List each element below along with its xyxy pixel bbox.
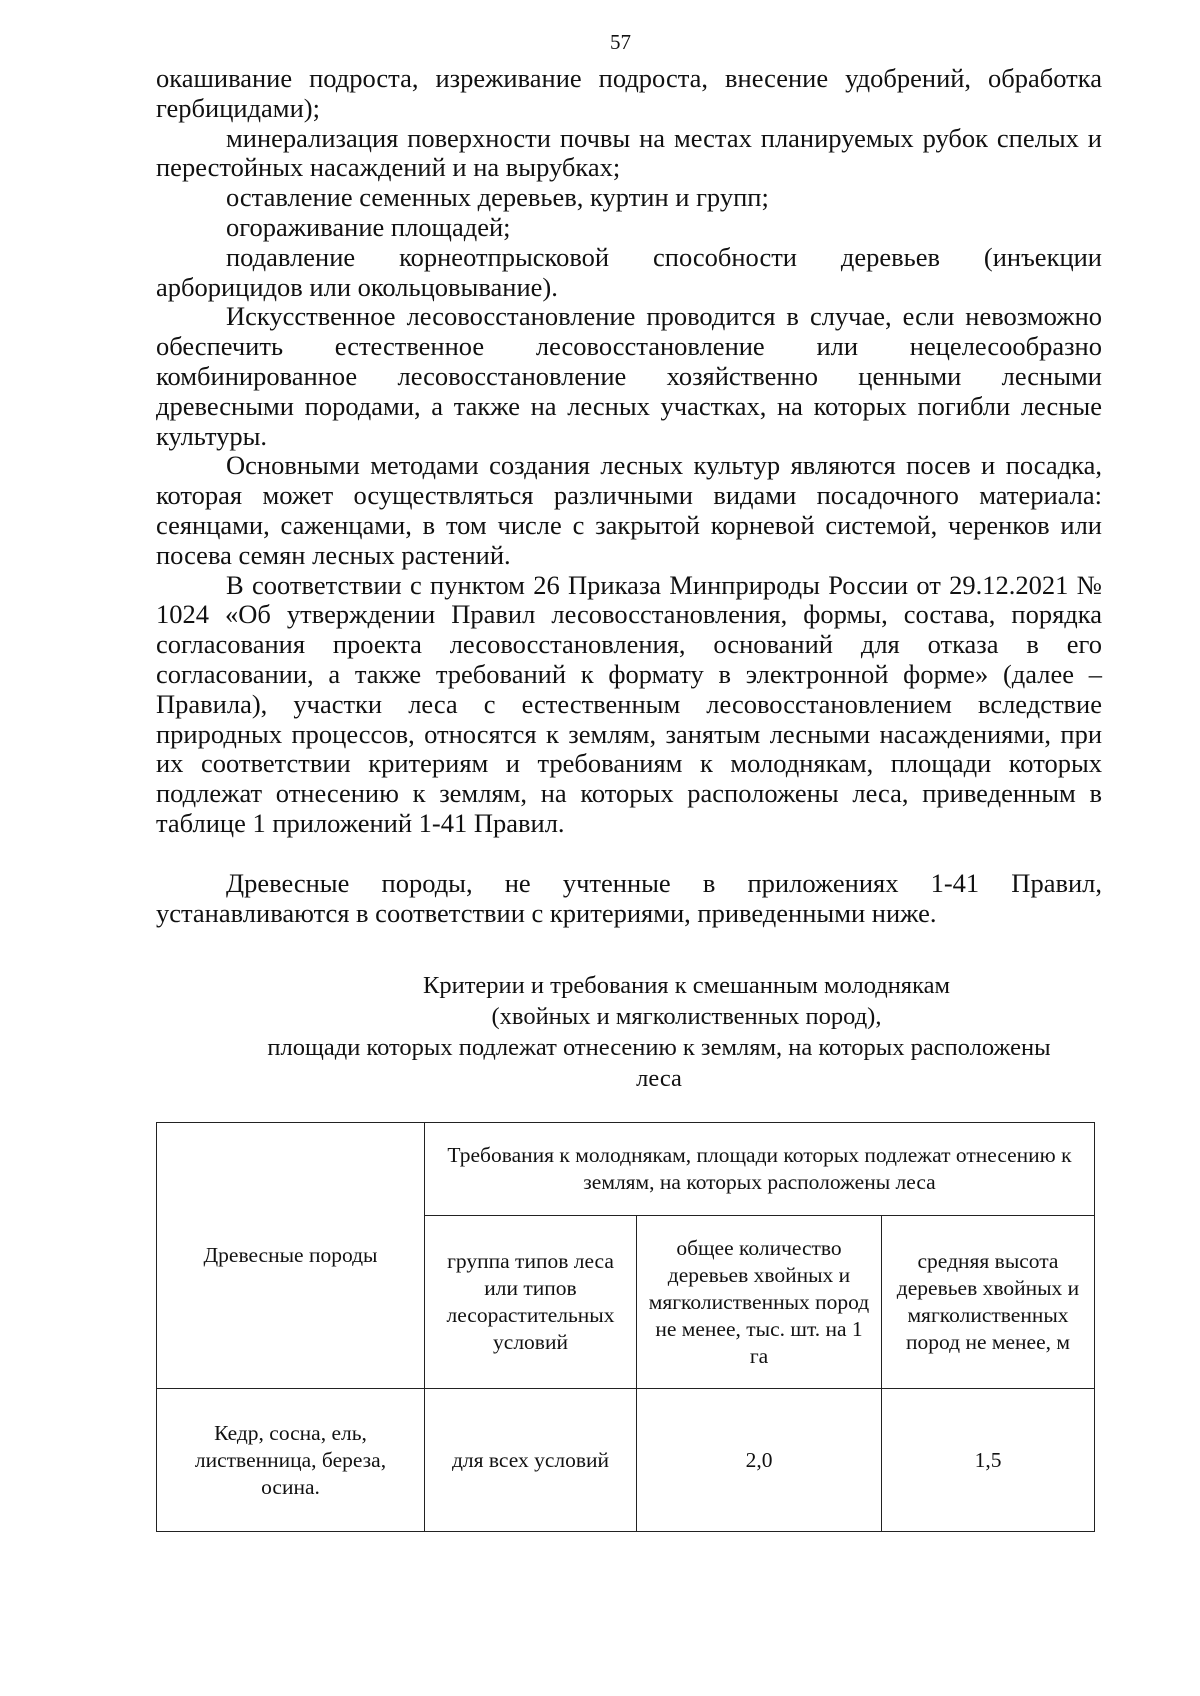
paragraph: окашивание подроста, изреживание подроста, внесение удобрений, обработка гербицидами); xyxy=(156,63,1102,123)
paragraph: подавление корнеотпрысковой способности деревьев (инъекции арборицидов или окольцовывание). xyxy=(156,241,1102,302)
caption-line: площади которых подлежат отнесению к землям, на которых расположены xyxy=(267,1034,1051,1061)
group-cell: для всех условий xyxy=(425,1389,637,1532)
group-header: группа типов леса или типов лесорастительных условий xyxy=(425,1216,637,1389)
paragraph: минерализация поверхности почвы на местах планируемых рубок спелых и перестойных насаждений и на вырубках; xyxy=(156,122,1102,183)
body-text xyxy=(156,64,1102,928)
species-header: Древесные породы xyxy=(157,1123,425,1389)
table-row xyxy=(157,1389,1095,1532)
page-number: 57 xyxy=(610,30,631,54)
count-header: общее количество деревьев хвойных и мягколиственных пород не менее, тыс. шт. на 1 га xyxy=(637,1216,882,1389)
paragraph: Основными методами создания лесных культур являются посев и посадка, которая может осуществляться различными видами посадочного материала: сеянцами, саженцами, в том числе с закрытой корневой системой, черенков или посева семян лесных растений. xyxy=(156,450,1102,570)
paragraph: В соответствии с пунктом 26 Приказа Минприроды России от 29.12.2021 № 1024 «Об утверждении Правил лесовосстановления, формы, состава, порядка согласования проекта лесовосстановления, оснований для отказа в его согласовании, а также требований к формату в электронной форме» (далее – Правила), участки леса с естественным лесовосстановлением вследствие природных процессов, относятся к землям, занятым лесными насаждениями, при их соответствии критериям и требованиям к молоднякам, площади которых подлежат отнесению к землям, на которых расположены леса, приведенным в таблице 1 приложений 1-41 Правил. xyxy=(156,569,1102,838)
table-header-row xyxy=(157,1123,1095,1216)
table-caption xyxy=(156,970,1102,1094)
paragraph: оставление семенных деревьев, куртин и групп; xyxy=(226,182,769,213)
paragraph: огораживание площадей; xyxy=(226,211,511,242)
paragraph: Древесные породы, не учтенные в приложениях 1-41 Правил, устанавливаются в соответствии с критериями, приведенными ниже. xyxy=(156,867,1102,928)
caption-line: Критерии и требования к смешанным молоднякам xyxy=(423,972,950,999)
caption-line: леса xyxy=(636,1065,682,1092)
count-cell: 2,0 xyxy=(637,1389,882,1532)
paragraph: Искусственное лесовосстановление проводится в случае, если невозможно обеспечить естественное лесовосстановление или нецелесообразно комбинированное лесовосстановление хозяйственно ценными лесными древесными породами, а также на лесных участках, на которых погибли лесные культуры. xyxy=(156,301,1102,451)
height-header: средняя высота деревьев хвойных и мягколиственных пород не менее, м xyxy=(882,1216,1095,1389)
species-cell: Кедр, сосна, ель, лиственница, береза, осина. xyxy=(157,1389,425,1532)
caption-line: (хвойных и мягколиственных пород), xyxy=(491,1003,882,1030)
height-cell: 1,5 xyxy=(882,1389,1095,1532)
criteria-table xyxy=(156,1122,1095,1532)
requirements-header: Требования к молоднякам, площади которых подлежат отнесению к землям, на которых расположены леса xyxy=(425,1123,1095,1216)
